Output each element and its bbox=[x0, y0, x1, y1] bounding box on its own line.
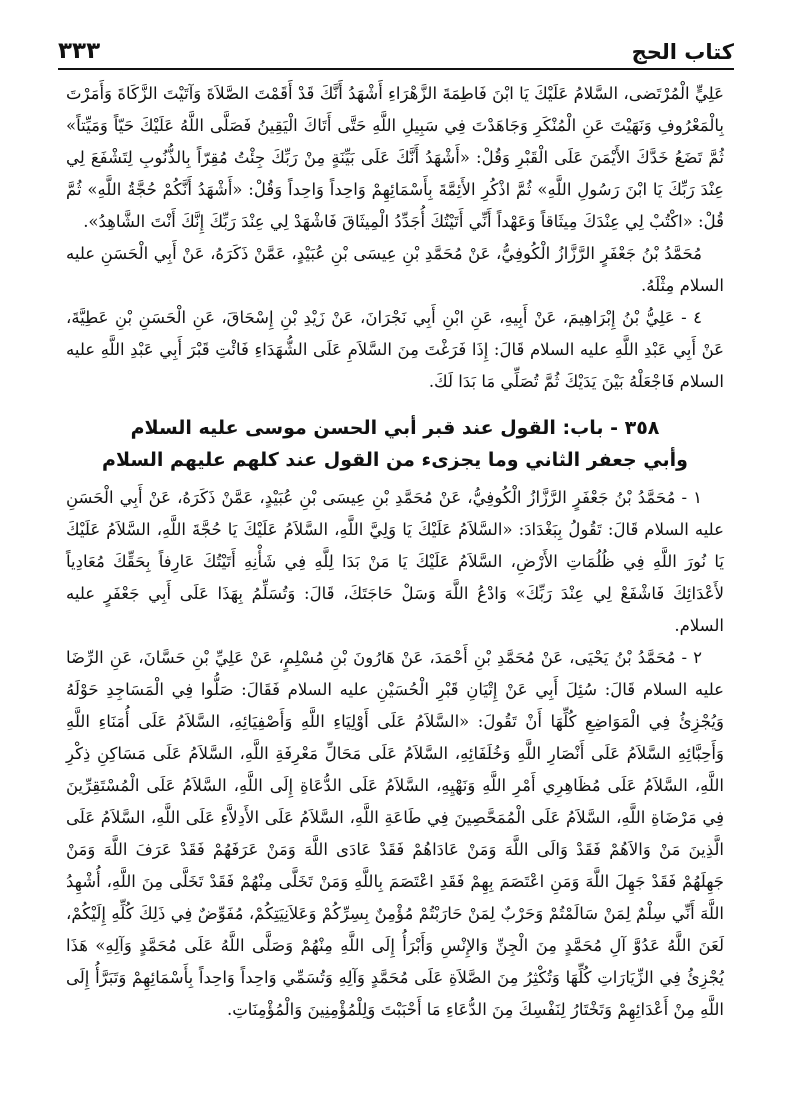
paragraph-continuation: عَلِيٍّ الْمُرْتَضى، السَّلامُ عَلَيْكَ يَا ابْنَ فَاطِمَةَ الزَّهْرَاءِ أَشْهَدُ أَنَّكَ قَدْ أَقَمْتَ الصَّلاَةَ وَآتَيْتَ الزَّكَاةَ وَأَمَرْتَ بِالْمَعْرُوفِ وَنَهَيْتَ عَنِ الْمُنْكَرِ وَجَاهَدْتَ فِي سَبِيلِ اللَّهِ حَتَّى أَتَاكَ الْيَقِينُ فَصَلَّى اللَّهُ عَلَيْكَ حَيّاً وَمَيِّتاً» ثُمَّ تَضَعُ خَدَّكَ الأَيْمَنَ عَلَى الْقَبْرِ وَقُلْ: «أَشْهَدُ أَنَّكَ عَلَى بَيِّنَةٍ مِنْ رَبِّكَ جِئْتُ مُقِرّاً بِالذُّنُوبِ لِتَشْفَعَ لِي عِنْدَ رَبِّكَ يَا ابْنَ رَسُولِ اللَّهِ» ثُمَّ اذْكُرِ الأَئِمَّةَ بِأَسْمَائِهِمْ وَاحِداً وَاحِداً وَقُلْ: «أَشْهَدُ أَنَّكُمْ حُجَّةُ اللَّهِ» ثُمَّ قُلْ: «اكْتُبْ لِي عِنْدَكَ مِيثَاقاً وَعَهْداً أَنِّي أَتَيْتُكَ أُجَدِّدُ الْمِيثَاقَ فَاشْهَدْ لِي عِنْدَ رَبِّكَ إِنَّكَ أَنْتَ الشَّاهِدُ». bbox=[66, 84, 724, 231]
paragraph-hadith-4: ٤ - عَلِيُّ بْنُ إِبْرَاهِيمَ، عَنْ أَبِيهِ، عَنِ ابْنِ أَبِي نَجْرَانَ، عَنْ زَيْدِ بْنِ إِسْحَاقَ، عَنِ الْحَسَنِ بْنِ عَطِيَّةَ، عَنْ أَبِي عَبْدِ اللَّهِ عليه السلام قَالَ: إِذَا فَرَغْتَ مِنَ السَّلاَمِ عَلَى الشُّهَدَاءِ فَائْتِ قَبْرَ أَبِي عَبْدِ اللَّهِ عليه السلام فَاجْعَلْهُ بَيْنَ يَدَيْكَ ثُمَّ تُصَلِّي مَا بَدَا لَكَ. bbox=[66, 308, 724, 391]
chapter-heading bbox=[66, 412, 724, 476]
paragraph-hadith-2: ٢ - مُحَمَّدُ بْنُ يَحْيَى، عَنْ مُحَمَّدِ بْنِ أَحْمَدَ، عَنْ هَارُونَ بْنِ مُسْلِمٍ، عَنْ عَلِيِّ بْنِ حَسَّانَ، عَنِ الرِّضَا عليه السلام قَالَ: سُئِلَ أَبِي عَنْ إِتْيَانِ قَبْرِ الْحُسَيْنِ عليه السلام فَقَالَ: صَلُّوا فِي الْمَسَاجِدِ حَوْلَهُ وَيُجْزِئُ فِي الْمَوَاضِعِ كُلِّهَا أَنْ تَقُولَ: «السَّلاَمُ عَلَى أَوْلِيَاءِ اللَّهِ وَأَصْفِيَائِهِ، السَّلاَمُ عَلَى أُمَنَاءِ اللَّهِ وَأَحِبَّائِهِ السَّلاَمُ عَلَى أَنْصَارِ اللَّهِ وَخُلَفَائِهِ، السَّلاَمُ عَلَى مَحَالِّ مَعْرِفَةِ اللَّهِ، السَّلاَمُ عَلَى مَسَاكِنِ ذِكْرِ اللَّهِ، السَّلاَمُ عَلَى مُظَاهِرِي أَمْرِ اللَّهِ وَنَهْيِهِ، السَّلاَمُ عَلَى الدُّعَاةِ إِلَى اللَّهِ، السَّلاَمُ عَلَى الْمُسْتَقِرِّينَ فِي مَرْضَاةِ اللَّهِ، السَّلاَمُ عَلَى الْمُمَحَّصِينَ فِي طَاعَةِ اللَّهِ، السَّلاَمُ عَلَى الأَدِلاَّءِ عَلَى اللَّهِ، السَّلاَمُ عَلَى الَّذِينَ مَنْ وَالاَهُمْ فَقَدْ وَالَى اللَّهَ وَمَنْ عَادَاهُمْ فَقَدْ عَادَى اللَّهَ وَمَنْ عَرَفَهُمْ فَقَدْ عَرَفَ اللَّهَ وَمَنْ جَهِلَهُمْ فَقَدْ جَهِلَ اللَّهَ وَمَنِ اعْتَصَمَ بِهِمْ فَقَدِ اعْتَصَمَ بِاللَّهِ وَمَنْ تَخَلَّى مِنْهُمْ فَقَدْ تَخَلَّى مِنَ اللَّهِ، أُشْهِدُ اللَّهَ أَنِّي سِلْمٌ لِمَنْ سَالَمْتُمْ وَحَرْبٌ لِمَنْ حَارَبْتُمْ مُؤْمِنٌ بِسِرِّكُمْ وَعَلاَنِيَتِكُمْ، مُفَوِّضٌ فِي ذَلِكَ كُلِّهِ إِلَيْكُمْ، لَعَنَ اللَّهُ عَدُوَّ آلِ مُحَمَّدٍ مِنَ الْجِنِّ وَالإِنْسِ وَأَبْرَأُ إِلَى اللَّهِ مِنْهُمْ وَصَلَّى اللَّهُ عَلَى مُحَمَّدٍ وَآلِهِ» هَذَا يُجْزِئُ فِي الزِّيَارَاتِ كُلِّهَا وَتُكْثِرُ مِنَ الصَّلاَةِ عَلَى مُحَمَّدٍ وَآلِهِ وَتُسَمِّي وَاحِداً وَاحِداً بِأَسْمَائِهِمْ وَتَبَرَّأُ إِلَى اللَّهِ مِنْ أَعْدَائِهِمْ وَتَخْتَارُ لِنَفْسِكَ مِنَ الدُّعَاءِ مَا أَحْبَبْتَ وَلِلْمُؤْمِنِينَ وَالْمُؤْمِنَاتِ. bbox=[66, 648, 724, 1019]
chapter-heading-line-1: ٣٥٨ - باب: القول عند قبر أبي الحسن موسى عليه السلام bbox=[130, 417, 660, 439]
page-header bbox=[58, 30, 734, 70]
paragraph-isnad: مُحَمَّدُ بْنُ جَعْفَرٍ الرَّزَّازُ الْكُوفِيُّ، عَنْ مُحَمَّدِ بْنِ عِيسَى بْنِ عُبَيْدٍ، عَمَّنْ ذَكَرَهُ، عَنْ أَبِي الْحَسَنِ عليه السلام مِثْلَهُ. bbox=[66, 244, 724, 295]
chapter-heading-line-2: وأبي جعفر الثاني وما يجزىء من القول عند كلهم عليهم السلام bbox=[102, 449, 688, 471]
page-body bbox=[66, 78, 724, 1026]
page-number: ٣٣٣ bbox=[58, 38, 101, 64]
paragraph-hadith-1: ١ - مُحَمَّدُ بْنُ جَعْفَرٍ الرَّزَّازُ الْكُوفِيُّ، عَنْ مُحَمَّدِ بْنِ عِيسَى بْنِ عُبَيْدٍ، عَمَّنْ ذَكَرَهُ، عَنْ أَبِي الْحَسَنِ عليه السلام قَالَ: تَقُولُ بِبَغْدَادَ: «السَّلاَمُ عَلَيْكَ يَا وَلِيَّ اللَّهِ، السَّلاَمُ عَلَيْكَ يَا حُجَّةَ اللَّهِ، السَّلاَمُ عَلَيْكَ يَا نُورَ اللَّهِ فِي ظُلُمَاتِ الأَرْضِ، السَّلاَمُ عَلَيْكَ يَا مَنْ بَدَا لِلَّهِ فِي شَأْنِهِ أَتَيْتُكَ عَارِفاً بِحَقِّكَ مُعَادِياً لأَعْدَائِكَ فَاشْفَعْ لِي عِنْدَ رَبِّكَ» وَادْعُ اللَّهَ وَسَلْ حَاجَتَكَ، قَالَ: وَتُسَلِّمُ بِهَذَا عَلَى أَبِي جَعْفَرٍ عليه السلام. bbox=[66, 488, 724, 635]
book-title: كتاب الحج bbox=[631, 40, 734, 64]
